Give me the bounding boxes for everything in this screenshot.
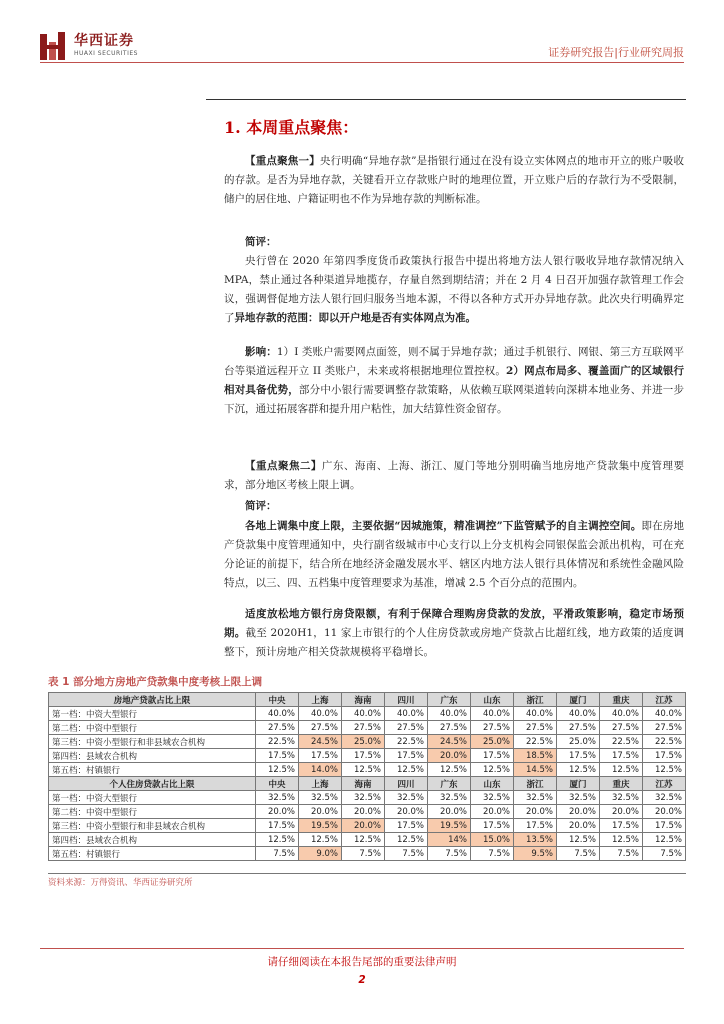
table-cell: 32.5% xyxy=(643,791,686,805)
table-cell: 25.0% xyxy=(471,735,514,749)
table-region-header: 海南 xyxy=(342,777,385,791)
table-cell: 12.5% xyxy=(256,833,299,847)
table-cell: 17.5% xyxy=(471,819,514,833)
table-cell: 17.5% xyxy=(600,749,643,763)
table-cell: 22.5% xyxy=(600,735,643,749)
table-cell: 17.5% xyxy=(600,819,643,833)
table-cell: 40.0% xyxy=(385,707,428,721)
table-cell: 17.5% xyxy=(514,819,557,833)
table-cell: 12.5% xyxy=(385,763,428,777)
table-cell: 27.5% xyxy=(256,721,299,735)
table-cell: 12.5% xyxy=(385,833,428,847)
table-cell: 20.0% xyxy=(385,805,428,819)
table-row-label: 第三档：中资小型银行和非县域农合机构 xyxy=(49,735,256,749)
table-row-label: 第一档：中资大型银行 xyxy=(49,791,256,805)
table-region-header: 浙江 xyxy=(514,693,557,707)
table-cell: 25.0% xyxy=(342,735,385,749)
table-region-header: 上海 xyxy=(299,693,342,707)
table-section-header: 个人住房贷款占比上限 xyxy=(49,777,256,791)
table-region-header: 四川 xyxy=(385,693,428,707)
comment-text-3: 截至 2020H1，11 家上市银行的个人住房贷款或房地产贷款占比超红线，地方政策的适度调整下，预计房地产相关贷款规模将平稳增长。 xyxy=(224,627,685,658)
table-cell: 17.5% xyxy=(385,819,428,833)
comment-bold-1: 异地存款的范围：即以开户地是否有实体网点为准。 xyxy=(234,312,476,324)
focus-one-lead: 【重点聚焦一】 xyxy=(245,155,320,167)
table-cell: 12.5% xyxy=(600,763,643,777)
comment-label-1 xyxy=(224,233,684,252)
table-region-header: 厦门 xyxy=(557,693,600,707)
table-cell: 7.5% xyxy=(471,847,514,861)
table-cell: 40.0% xyxy=(428,707,471,721)
focus-two-paragraph xyxy=(224,457,684,495)
section-divider xyxy=(206,99,686,100)
table-row xyxy=(49,749,686,763)
table-cell: 17.5% xyxy=(256,819,299,833)
comment-text-2: 即在房地产贷款集中度管理通知中，央行副省级城市中心支行以上分支机构会同银保监会派出机构，可在充分论证的前提下，结合所在地经济金融发展水平、辖区内地方法人银行具体情况和系统性金融风险特点，以三、四、五档集中度管理要求为基准，增减 2.5 个百分点的范围内。 xyxy=(224,520,685,589)
header-divider xyxy=(40,62,684,63)
table-cell: 20.0% xyxy=(256,805,299,819)
table-region-header: 海南 xyxy=(342,693,385,707)
table-region-header: 重庆 xyxy=(600,777,643,791)
table-cell: 20.0% xyxy=(600,805,643,819)
table-cell: 12.5% xyxy=(557,833,600,847)
table-cell: 7.5% xyxy=(342,847,385,861)
table-cell: 32.5% xyxy=(600,791,643,805)
page-header xyxy=(0,0,724,66)
table-region-header: 浙江 xyxy=(514,777,557,791)
table-cell: 27.5% xyxy=(385,721,428,735)
table-cell: 20.0% xyxy=(557,805,600,819)
table-cell: 12.5% xyxy=(428,763,471,777)
impact-paragraph xyxy=(224,343,684,419)
table-cell: 12.5% xyxy=(342,833,385,847)
table-header-row xyxy=(49,693,686,707)
table-cell: 24.5% xyxy=(428,735,471,749)
table-region-header: 广东 xyxy=(428,693,471,707)
table-cell: 22.5% xyxy=(643,735,686,749)
table-cell: 27.5% xyxy=(471,721,514,735)
table-region-header: 重庆 xyxy=(600,693,643,707)
table-region-header: 山东 xyxy=(471,693,514,707)
table-cell: 14.5% xyxy=(514,763,557,777)
table-cell: 13.5% xyxy=(514,833,557,847)
table-cell: 40.0% xyxy=(256,707,299,721)
table-section-header: 房地产贷款占比上限 xyxy=(49,693,256,707)
table-row xyxy=(49,721,686,735)
impact-text-2: 部分中小银行需要调整存款策略，从依赖互联网渠道转向深耕本地业务、并进一步下沉，通过拓展客群和提升用户粘性，加大结算性资金留存。 xyxy=(224,384,685,415)
comment-label-2 xyxy=(224,497,684,516)
table-cell: 20.0% xyxy=(342,819,385,833)
table-cell: 20.0% xyxy=(471,805,514,819)
focus-two-lead: 【重点聚焦二】 xyxy=(245,460,322,472)
table-cell: 22.5% xyxy=(514,735,557,749)
table-region-header: 四川 xyxy=(385,777,428,791)
report-type: 证券研究报告|行业研究周报 xyxy=(548,46,684,59)
table-cell: 17.5% xyxy=(643,819,686,833)
table-region-header: 山东 xyxy=(471,777,514,791)
table-region-header: 上海 xyxy=(299,777,342,791)
table-row-label: 第二档：中资中型银行 xyxy=(49,721,256,735)
legal-notice: 请仔细阅读在本报告尾部的重要法律声明 xyxy=(267,956,457,968)
table-cell: 40.0% xyxy=(471,707,514,721)
table-row-label: 第五档：村镇银行 xyxy=(49,763,256,777)
table-cell: 20.0% xyxy=(557,819,600,833)
table-cell: 40.0% xyxy=(643,707,686,721)
table-region-header: 广东 xyxy=(428,777,471,791)
table-cell: 17.5% xyxy=(299,749,342,763)
comment-paragraph-3 xyxy=(224,605,684,662)
table-cell: 17.5% xyxy=(557,749,600,763)
concentration-table-wrap xyxy=(48,692,686,861)
focus-one-paragraph xyxy=(224,152,684,209)
table-cell: 7.5% xyxy=(600,847,643,861)
table-caption: 表 1 部分地方房地产贷款集中度考核上限上调 xyxy=(48,676,263,688)
table-cell: 7.5% xyxy=(557,847,600,861)
table-row xyxy=(49,805,686,819)
table-row-label: 第五档：村镇银行 xyxy=(49,847,256,861)
table-cell: 32.5% xyxy=(471,791,514,805)
table-cell: 9.0% xyxy=(299,847,342,861)
table-cell: 15.0% xyxy=(471,833,514,847)
comment-paragraph-2 xyxy=(224,517,684,593)
table-row xyxy=(49,735,686,749)
table-cell: 12.5% xyxy=(342,763,385,777)
table-cell: 12.5% xyxy=(557,763,600,777)
table-cell: 20.0% xyxy=(514,805,557,819)
table-cell: 32.5% xyxy=(342,791,385,805)
table-cell: 7.5% xyxy=(643,847,686,861)
table-cell: 12.5% xyxy=(600,833,643,847)
table-cell: 40.0% xyxy=(557,707,600,721)
table-cell: 12.5% xyxy=(643,833,686,847)
table-cell: 20.0% xyxy=(428,749,471,763)
table-cell: 27.5% xyxy=(600,721,643,735)
table-cell: 7.5% xyxy=(256,847,299,861)
table-cell: 32.5% xyxy=(256,791,299,805)
brand-name: 华西证券 xyxy=(74,33,134,49)
table-cell: 25.0% xyxy=(557,735,600,749)
table-cell: 22.5% xyxy=(385,735,428,749)
table-region-header: 江苏 xyxy=(643,777,686,791)
table-cell: 17.5% xyxy=(256,749,299,763)
table-cell: 40.0% xyxy=(342,707,385,721)
table-cell: 32.5% xyxy=(385,791,428,805)
table-cell: 14% xyxy=(428,833,471,847)
table-row-label: 第二档：中资中型银行 xyxy=(49,805,256,819)
table-cell: 20.0% xyxy=(428,805,471,819)
table-region-header: 厦门 xyxy=(557,777,600,791)
table-row xyxy=(49,763,686,777)
table-cell: 17.5% xyxy=(385,749,428,763)
table-cell: 9.5% xyxy=(514,847,557,861)
table-cell: 12.5% xyxy=(299,833,342,847)
brand-name-en: HUAXI SECURITIES xyxy=(74,50,138,57)
table-cell: 19.5% xyxy=(299,819,342,833)
table-cell: 17.5% xyxy=(643,749,686,763)
focus-two-text: 广东、海南、上海、浙江、厦门等地分别明确当地房地产贷款集中度管理要求，部分地区考核上限上调。 xyxy=(224,460,685,491)
comment-label-text: 简评： xyxy=(245,236,277,248)
table-row-label: 第三档：中资小型银行和非县域农合机构 xyxy=(49,819,256,833)
huaxi-logo-icon xyxy=(40,32,66,60)
table-cell: 32.5% xyxy=(514,791,557,805)
comment-bold-2: 各地上调集中度上限，主要依据“因城施策，精准调控”下监管赋予的自主调控空间。 xyxy=(245,520,642,532)
page-number: 2 xyxy=(358,974,366,986)
table-row-label: 第四档：县域农合机构 xyxy=(49,749,256,763)
table-cell: 27.5% xyxy=(428,721,471,735)
table-cell: 40.0% xyxy=(299,707,342,721)
table-row xyxy=(49,791,686,805)
table-cell: 24.5% xyxy=(299,735,342,749)
footer-divider xyxy=(40,948,684,949)
table-row xyxy=(49,833,686,847)
table-row xyxy=(49,819,686,833)
table-cell: 40.0% xyxy=(600,707,643,721)
table-cell: 18.5% xyxy=(514,749,557,763)
table-row-label: 第一档：中资大型银行 xyxy=(49,707,256,721)
table-cell: 40.0% xyxy=(514,707,557,721)
table-cell: 7.5% xyxy=(385,847,428,861)
table-row xyxy=(49,707,686,721)
table-cell: 32.5% xyxy=(557,791,600,805)
table-cell: 27.5% xyxy=(342,721,385,735)
table-region-header: 江苏 xyxy=(643,693,686,707)
table-cell: 27.5% xyxy=(514,721,557,735)
section-title: 1. 本周重点聚焦： xyxy=(224,118,359,137)
table-region-header: 中央 xyxy=(256,693,299,707)
impact-bold: 2）网点布局多、覆盖面广的区域银行相对具备优势， xyxy=(224,365,684,396)
table-cell: 22.5% xyxy=(256,735,299,749)
table-cell: 32.5% xyxy=(299,791,342,805)
comment-label-text-2: 简评： xyxy=(245,500,277,512)
impact-label: 影响： xyxy=(245,346,277,358)
impact-text-1: 1）I 类账户需要网点面签，则不属于异地存款；通过手机银行、网银、第三方互联网平台等渠道远程开立 II 类账户，未来或将根据地理位置控权。 xyxy=(224,346,684,377)
table-header-row xyxy=(49,777,686,791)
table-cell: 12.5% xyxy=(471,763,514,777)
table-cell: 19.5% xyxy=(428,819,471,833)
table-cell: 27.5% xyxy=(299,721,342,735)
table-cell: 27.5% xyxy=(643,721,686,735)
table-cell: 20.0% xyxy=(299,805,342,819)
table-cell: 7.5% xyxy=(428,847,471,861)
comment-bold-3: 适度放松地方银行房贷限额，有利于保障合理购房贷款的发放，平滑政策影响，稳定市场预期。 xyxy=(224,608,684,639)
table-cell: 14.0% xyxy=(299,763,342,777)
table-cell: 17.5% xyxy=(342,749,385,763)
table-row-label: 第四档：县域农合机构 xyxy=(49,833,256,847)
table-row xyxy=(49,847,686,861)
table-region-header: 中央 xyxy=(256,777,299,791)
comment-paragraph-1 xyxy=(224,252,684,328)
data-source: 资料来源：万得资讯、华西证券研究所 xyxy=(48,878,193,888)
table-cell: 20.0% xyxy=(643,805,686,819)
comment-text-1: 央行曾在 2020 年第四季度货币政策执行报告中提出将地方法人银行吸收异地存款情况纳入 MPA，禁止通过各种渠道异地揽存，存量自然到期结清；并在 2 月 4 日召开加强存款管理工作会议，强调督促地方法人银行回归服务当地本源，不得以各种方式开办异地存款。此次央行明确界定了 xyxy=(224,255,684,324)
table-cell: 12.5% xyxy=(256,763,299,777)
table-cell: 12.5% xyxy=(643,763,686,777)
table-cell: 17.5% xyxy=(471,749,514,763)
focus-one-text: 央行明确“异地存款”是指银行通过在没有设立实体网点的地市开立的账户吸收的存款。是否为异地存款，关键看开立存款账户时的地理位置，开立账户后的存款行为不受限制，储户的居住地、户籍证明也不作为异地存款的判断标准。 xyxy=(224,155,685,205)
concentration-table xyxy=(48,692,686,861)
table-cell: 27.5% xyxy=(557,721,600,735)
table-cell: 32.5% xyxy=(428,791,471,805)
table-cell: 20.0% xyxy=(342,805,385,819)
source-divider xyxy=(48,873,686,874)
